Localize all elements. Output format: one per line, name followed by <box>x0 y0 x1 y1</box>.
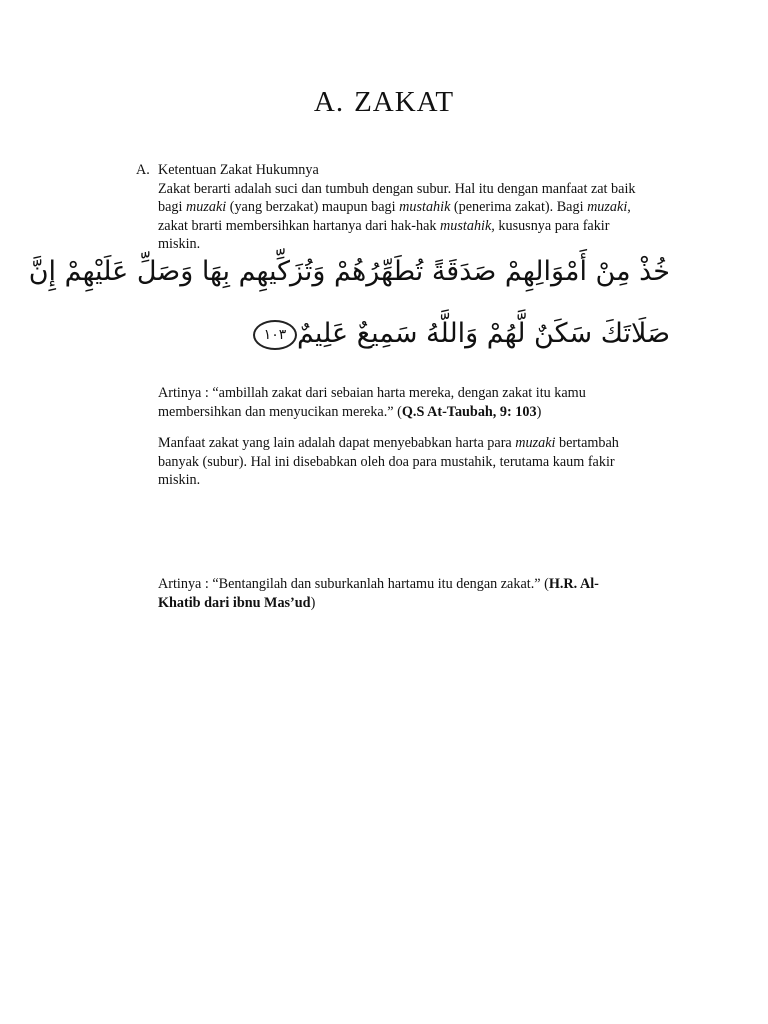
benefit-text: Manfaat zakat yang lain adalah dapat menyebabkan harta para <box>158 435 516 451</box>
title-text: ZAKAT <box>354 86 455 118</box>
section-marker: A. <box>136 162 150 178</box>
intro-text: Zakat berarti adalah suci dan tumbuh dengan subur. Hal itu dengan manfaat zat baik bagi <box>158 180 636 215</box>
translation-reference: H.R. Al-Khatib dari ibnu Mas’ud <box>158 576 599 611</box>
benefit-text: bertambah banyak (subur). Hal ini disebabkan oleh doa para mustahik, terutama kaum fakir miskin. <box>158 435 619 488</box>
benefit-paragraph <box>158 434 638 490</box>
section-heading: Ketentuan Zakat Hukumnya <box>158 162 319 178</box>
term-muzaki: muzaki <box>587 199 628 215</box>
title-number: A. <box>313 86 345 118</box>
translation-text: Artinya : “ambillah zakat dari sebaian harta mereka, dengan zakat itu kamu membersihkan dan menyucikan mereka.” ( <box>158 385 586 420</box>
section-body <box>158 161 636 254</box>
term-muzaki: muzaki <box>515 435 556 451</box>
verse-text: صَلَاتَكَ سَكَنٌ لَّهُمْ وَاللَّهُ سَمِيعٌ عَلِيمٌ <box>296 318 670 349</box>
intro-text: kususnya para fakir miskin. <box>158 217 610 252</box>
translation-text: Artinya : “Bentangilah dan suburkanlah hartamu itu dengan zakat.” ( <box>158 576 549 592</box>
section-zakat-rules <box>136 161 636 254</box>
term-mustahik: mustahik <box>399 199 451 215</box>
quran-verse-line-1: خُذْ مِنْ أَمْوَالِهِمْ صَدَقَةً تُطَهِّرُهُمْ وَتُزَكِّيهِم بِهَا وَصَلِّ عَلَيْهِمْ إِنَّ <box>28 256 670 287</box>
intro-text: (penerima zakat). Bagi <box>450 199 588 215</box>
term-muzaki: muzaki <box>185 199 227 215</box>
translation-reference: Q.S At-Taubah, 9: 103 <box>401 403 537 420</box>
intro-text: (yang berzakat) maupun bagi <box>226 199 400 215</box>
page-title <box>0 86 768 119</box>
closing-paren: ) <box>536 403 542 420</box>
term-mustahik: mustahik, <box>440 217 495 234</box>
closing-paren: ) <box>310 594 316 611</box>
intro-text: , zakat brarti membersihkan hartanya dari hak-hak <box>158 199 631 234</box>
translation-1 <box>158 384 638 421</box>
quran-verse-line-2 <box>150 318 670 350</box>
section-intro <box>158 180 636 254</box>
ayah-number-mark: ١٠٣ <box>253 320 297 350</box>
translation-2 <box>158 575 638 612</box>
